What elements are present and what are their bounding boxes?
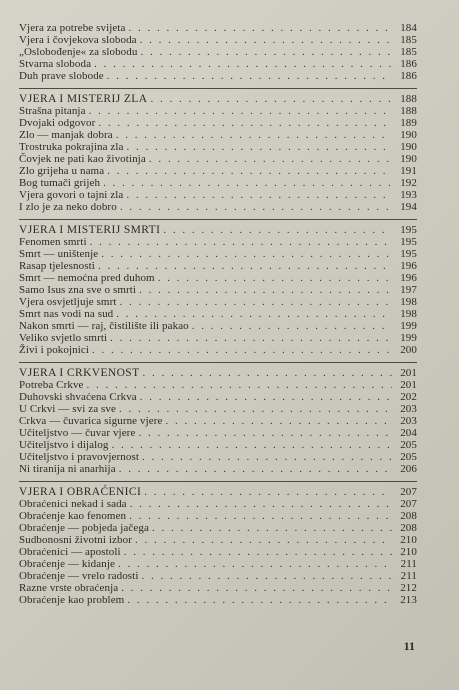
toc-entry <box>19 332 417 344</box>
entry-title: Obraćenje kao problem <box>19 594 125 606</box>
toc-entry <box>19 189 417 201</box>
dot-leader <box>140 391 392 403</box>
toc-entry <box>19 594 417 606</box>
toc-entry <box>19 451 417 463</box>
toc-entry <box>19 272 417 284</box>
entry-page-number: 208 <box>400 522 417 534</box>
dot-leader <box>89 105 392 117</box>
dot-leader <box>120 201 392 213</box>
dot-leader <box>140 34 392 46</box>
entry-page-number: 190 <box>400 129 417 141</box>
dot-leader <box>141 570 392 582</box>
entry-page-number: 205 <box>400 451 417 463</box>
dot-leader <box>130 498 392 510</box>
entry-page-number: 186 <box>400 70 417 82</box>
entry-page-number: 192 <box>400 177 417 189</box>
entry-page-number: 201 <box>400 367 417 379</box>
entry-page-number: 207 <box>400 498 417 510</box>
entry-title: Potreba Crkve <box>19 379 84 391</box>
toc-entry <box>19 510 417 522</box>
entry-title: U Crkvi — svi za sve <box>19 403 117 415</box>
entry-page-number: 208 <box>400 510 417 522</box>
entry-page-number: 188 <box>400 93 417 105</box>
entry-title: Samo Isus zna sve o smrti <box>19 284 137 296</box>
entry-page-number: 205 <box>400 439 417 451</box>
dot-leader <box>111 439 392 451</box>
entry-page-number: 200 <box>400 344 417 356</box>
section-heading <box>19 486 417 498</box>
dot-leader <box>141 46 393 58</box>
dot-leader <box>126 189 392 201</box>
entry-title: Ni tiranija ni anarhija <box>19 463 116 475</box>
dot-leader <box>143 367 392 379</box>
entry-page-number: 202 <box>400 391 417 403</box>
toc-entry <box>19 439 417 451</box>
toc-entry <box>19 58 417 70</box>
toc-entry <box>19 522 417 534</box>
entry-page-number: 194 <box>400 201 417 213</box>
entry-title: Živi i pokojnici <box>19 344 90 356</box>
toc-entry <box>19 415 417 427</box>
entry-page-number: 196 <box>400 260 417 272</box>
entry-title: „Oslobođenje« za slobodu <box>19 46 138 58</box>
dot-leader <box>87 379 392 391</box>
entry-page-number: 195 <box>400 248 417 260</box>
dot-leader <box>127 141 392 153</box>
toc-entry <box>19 201 417 213</box>
entry-page-number: 197 <box>400 284 417 296</box>
entry-page-number: 198 <box>400 308 417 320</box>
toc-entry <box>19 403 417 415</box>
entry-title: Veliko svjetlo smrti <box>19 332 108 344</box>
dot-leader <box>127 594 392 606</box>
entry-page-number: 203 <box>400 403 417 415</box>
toc-entry <box>19 70 417 82</box>
dot-leader <box>110 332 392 344</box>
dot-leader <box>94 58 392 70</box>
toc-entry <box>19 558 417 570</box>
entry-page-number: 206 <box>400 463 417 475</box>
entry-page-number: 185 <box>400 34 417 46</box>
entry-page-number: 207 <box>400 486 417 498</box>
section-divider <box>19 362 417 363</box>
entry-page-number: 213 <box>400 594 417 606</box>
toc-entry <box>19 570 417 582</box>
dot-leader <box>150 93 392 105</box>
section-divider <box>19 219 417 220</box>
entry-page-number: 211 <box>400 570 417 582</box>
toc-entry <box>19 22 417 34</box>
entry-page-number: 198 <box>400 296 417 308</box>
entry-title: Smrt — nemoćna pred duhom <box>19 272 155 284</box>
entry-title: Učiteljstvo i dijalog <box>19 439 109 451</box>
dot-leader <box>103 177 392 189</box>
toc-entry <box>19 379 417 391</box>
entry-title: Vjera i čovjekova sloboda <box>19 34 137 46</box>
dot-leader <box>98 260 392 272</box>
toc-entry <box>19 534 417 546</box>
entry-title: Zlo grijeha u nama <box>19 165 105 177</box>
dot-leader <box>144 486 392 498</box>
toc-entry <box>19 582 417 594</box>
entry-title: Duh prave slobode <box>19 70 104 82</box>
dot-leader <box>120 296 392 308</box>
dot-leader <box>138 427 392 439</box>
toc-entry <box>19 284 417 296</box>
entry-title: Smrt — uništenje <box>19 248 99 260</box>
toc-entry <box>19 463 417 475</box>
dot-leader <box>192 320 392 332</box>
entry-title: Čovjek ne pati kao životinja <box>19 153 146 165</box>
toc-entry <box>19 296 417 308</box>
entry-title: Rasap tjelesnosti <box>19 260 95 272</box>
dot-leader <box>118 558 392 570</box>
toc-entry <box>19 344 417 356</box>
toc-entry <box>19 248 417 260</box>
entry-title: Strašna pitanja <box>19 105 86 117</box>
entry-page-number: 210 <box>400 534 417 546</box>
table-of-contents <box>19 22 417 606</box>
dot-leader <box>107 165 392 177</box>
toc-entry <box>19 105 417 117</box>
toc-entry <box>19 260 417 272</box>
section-divider <box>19 88 417 89</box>
section-title: VJERA I CRKVENOST <box>19 367 140 379</box>
toc-entry <box>19 427 417 439</box>
entry-title: Dvojaki odgovor <box>19 117 96 129</box>
entry-page-number: 189 <box>400 117 417 129</box>
dot-leader <box>121 582 392 594</box>
entry-page-number: 204 <box>400 427 417 439</box>
entry-title: Obraćenje — kidanje <box>19 558 115 570</box>
entry-page-number: 191 <box>400 165 417 177</box>
entry-page-number: 201 <box>400 379 417 391</box>
entry-page-number: 190 <box>400 153 417 165</box>
entry-title: Bog tumači grijeh <box>19 177 101 189</box>
entry-title: Sudbonosni životni izbor <box>19 534 133 546</box>
entry-page-number: 190 <box>400 141 417 153</box>
entry-title: Obraćenici nekad i sada <box>19 498 127 510</box>
entry-title: Fenomen smrti <box>19 236 87 248</box>
entry-title: Crkva — čuvarica sigurne vjere <box>19 415 163 427</box>
toc-entry <box>19 153 417 165</box>
dot-leader <box>90 236 392 248</box>
entry-title: Nakon smrti — raj, čistilište ili pakao <box>19 320 189 332</box>
dot-leader <box>116 308 392 320</box>
dot-leader <box>119 403 392 415</box>
page-number: 11 <box>403 639 415 653</box>
dot-leader <box>107 70 392 82</box>
dot-leader <box>129 510 392 522</box>
entry-page-number: 203 <box>400 415 417 427</box>
entry-title: Duhovski shvaćena Crkva <box>19 391 137 403</box>
entry-title: Obraćenici — apostoli <box>19 546 121 558</box>
dot-leader <box>124 546 392 558</box>
entry-title: Vjera za potrebe svijeta <box>19 22 126 34</box>
entry-title: Vjera osvjetljuje smrt <box>19 296 117 308</box>
dot-leader <box>166 415 393 427</box>
entry-page-number: 196 <box>400 272 417 284</box>
entry-title: Učiteljstvo — čuvar vjere <box>19 427 136 439</box>
toc-entry <box>19 177 417 189</box>
toc-entry <box>19 498 417 510</box>
toc-entry <box>19 546 417 558</box>
entry-title: Vjera govori o tajni zla <box>19 189 124 201</box>
dot-leader <box>149 153 392 165</box>
dot-leader <box>135 534 392 546</box>
entry-page-number: 184 <box>400 22 417 34</box>
section-divider <box>19 481 417 482</box>
dot-leader <box>116 129 392 141</box>
dot-leader <box>119 463 392 475</box>
dot-leader <box>98 117 392 129</box>
section-heading <box>19 367 417 379</box>
toc-entry <box>19 308 417 320</box>
toc-entry <box>19 236 417 248</box>
toc-entry <box>19 46 417 58</box>
toc-entry <box>19 165 417 177</box>
entry-title: Stvarna sloboda <box>19 58 92 70</box>
entry-title: Obraćenje kao fenomen <box>19 510 127 522</box>
section-title: VJERA I MISTERIJ SMRTI <box>19 224 161 236</box>
toc-entry <box>19 129 417 141</box>
entry-page-number: 199 <box>400 320 417 332</box>
section-title: VJERA I MISTERIJ ZLA <box>19 93 148 105</box>
section-heading <box>19 93 417 105</box>
section-title: VJERA I OBRAĆENICI <box>19 486 142 498</box>
entry-page-number: 195 <box>400 236 417 248</box>
dot-leader <box>142 451 392 463</box>
dot-leader <box>101 248 392 260</box>
entry-page-number: 193 <box>400 189 417 201</box>
entry-page-number: 195 <box>400 224 417 236</box>
entry-page-number: 188 <box>400 105 417 117</box>
entry-page-number: 199 <box>400 332 417 344</box>
entry-page-number: 212 <box>400 582 417 594</box>
dot-leader <box>152 522 392 534</box>
entry-page-number: 186 <box>400 58 417 70</box>
section-heading <box>19 224 417 236</box>
toc-entry <box>19 391 417 403</box>
toc-entry <box>19 141 417 153</box>
dot-leader <box>163 224 392 236</box>
entry-title: Obraćenje — pobjeda jačega <box>19 522 149 534</box>
toc-entry <box>19 117 417 129</box>
toc-entry <box>19 320 417 332</box>
dot-leader <box>129 22 392 34</box>
entry-page-number: 211 <box>400 558 417 570</box>
entry-title: Učiteljstvo i pravovjernost <box>19 451 140 463</box>
entry-title: Trostruka pokrajina zla <box>19 141 124 153</box>
dot-leader <box>92 344 392 356</box>
toc-entry <box>19 34 417 46</box>
dot-leader <box>158 272 392 284</box>
entry-title: Zlo — manjak dobra <box>19 129 113 141</box>
entry-page-number: 185 <box>400 46 417 58</box>
entry-title: Razne vrste obraćenja <box>19 582 119 594</box>
entry-title: Smrt nas vodi na sud <box>19 308 114 320</box>
dot-leader <box>139 284 392 296</box>
entry-page-number: 210 <box>400 546 417 558</box>
entry-title: Obraćenje — vrelo radosti <box>19 570 139 582</box>
entry-title: I zlo je za neko dobro <box>19 201 117 213</box>
